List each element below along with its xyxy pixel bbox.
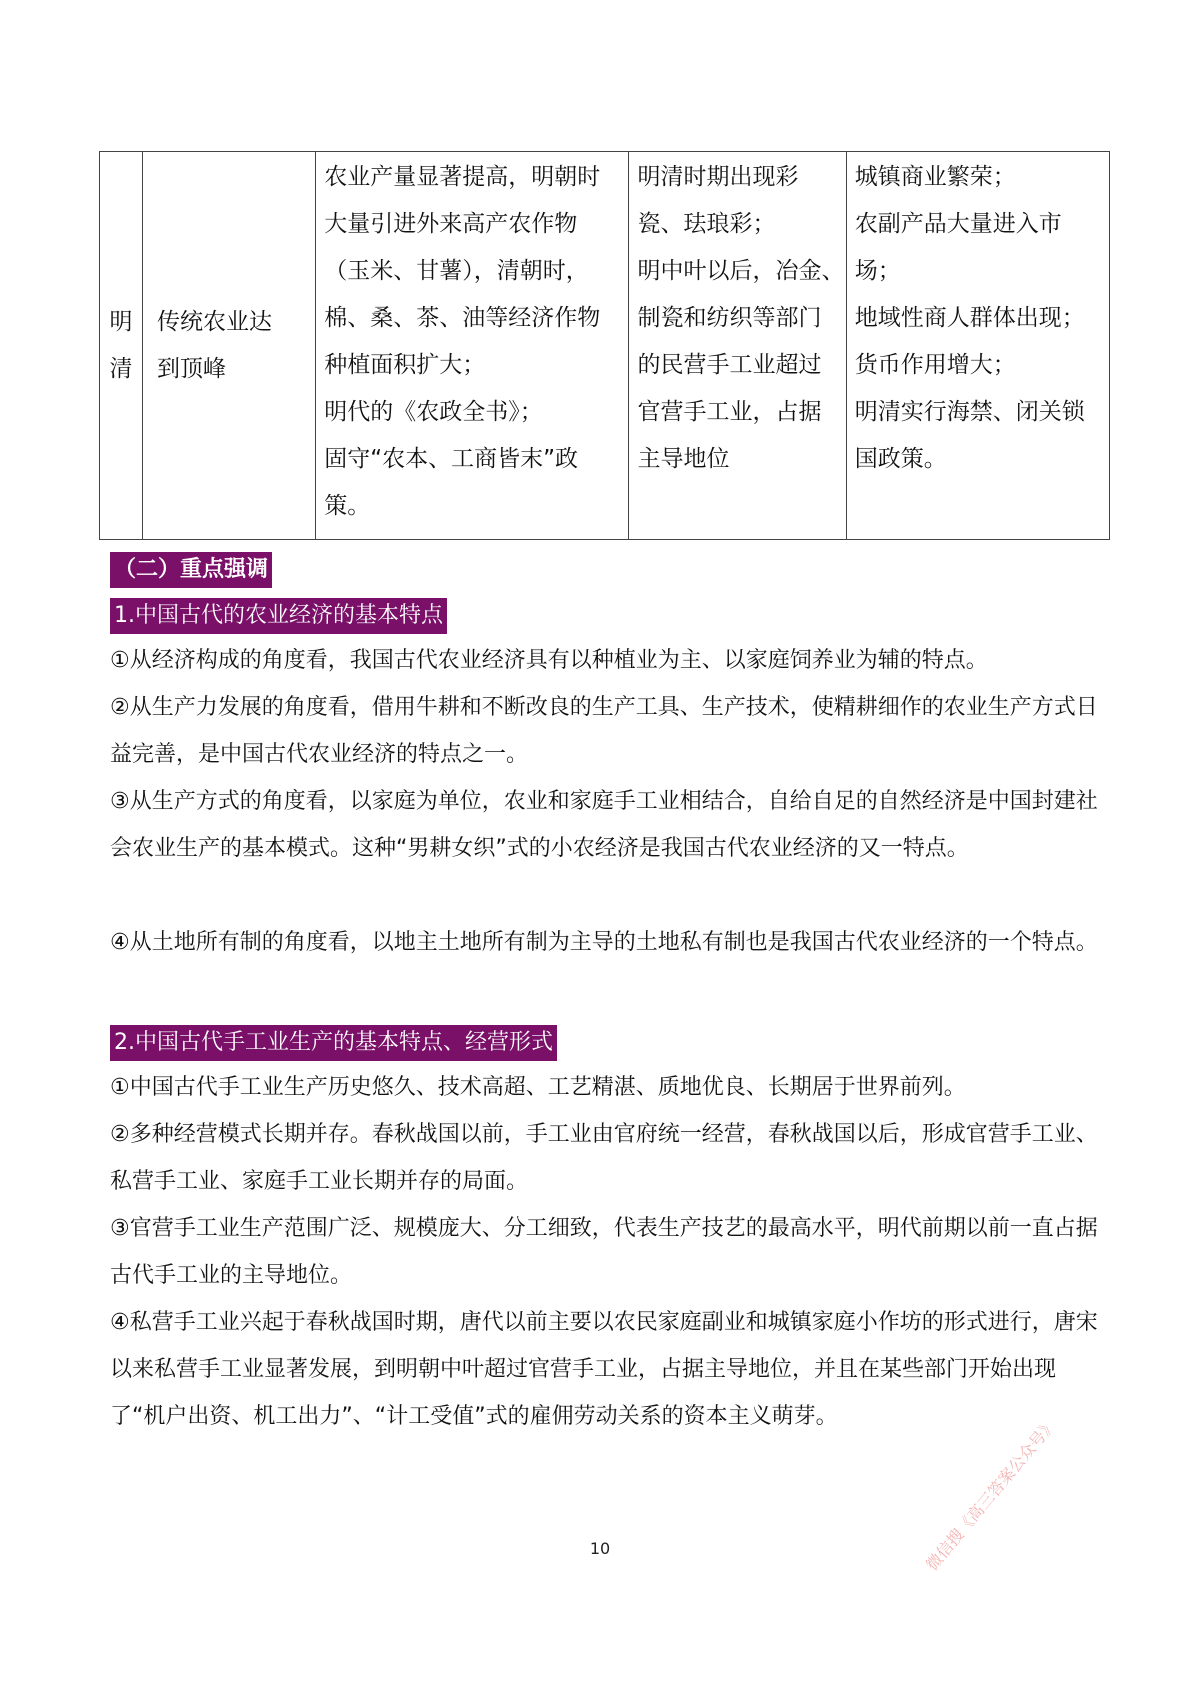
handicraft-line: 明清时期出现彩 — [637, 164, 799, 190]
point-paragraph: ①从经济构成的角度看，我国古代农业经济具有以种植业为主、以家庭饲养业为辅的特点。 — [110, 648, 988, 673]
section-label: （二）重点强调 — [110, 552, 272, 588]
point-paragraph: ③官营手工业生产范围广泛、规模庞大、分工细致，代表生产技艺的最高水平，明代前期以前一直占据古代手工业的主导地位。 — [110, 1216, 1098, 1288]
agriculture-line: 固守“农本、工商皆末”政 — [324, 446, 579, 472]
point-paragraph: ④从土地所有制的角度看，以地主土地所有制为主导的土地私有制也是我国古代农业经济的一个特点。 — [110, 930, 1098, 955]
page-number: 10 — [589, 1539, 611, 1558]
era-cell — [100, 152, 143, 540]
heading-agriculture: 1.中国古代的农业经济的基本特点 — [110, 598, 447, 634]
handicraft-line: 明中叶以后，冶金、 — [637, 258, 845, 284]
handicraft-cell — [629, 152, 846, 540]
handicraft-line: 官营手工业，占据 — [637, 399, 822, 425]
agriculture-line: 农业产量显著提高，明朝时 — [324, 164, 601, 190]
handicraft-line: 的民营手工业超过 — [637, 352, 822, 378]
description-line: 传统农业达 — [157, 308, 273, 335]
commerce-line: 货币作用增大； — [854, 352, 1016, 378]
commerce-line: 场； — [854, 258, 901, 284]
agriculture-line: 策。 — [324, 493, 371, 519]
commerce-line: 地域性商人群体出现； — [854, 305, 1085, 331]
commerce-line: 城镇商业繁荣； — [854, 164, 1016, 190]
point-paragraph: ②从生产力发展的角度看，借用牛耕和不断改良的生产工具、生产技术，使精耕细作的农业生产方式日益完善，是中国古代农业经济的特点之一。 — [110, 695, 1098, 767]
agriculture-line: （玉米、甘薯），清朝时， — [324, 258, 589, 284]
handicraft-line: 制瓷和纺织等部门 — [637, 305, 822, 331]
table-row — [100, 152, 1110, 540]
agriculture-line: 明代的《农政全书》； — [324, 399, 543, 425]
commerce-line: 农副产品大量进入市 — [854, 211, 1062, 237]
era-table — [99, 151, 1110, 540]
point-paragraph: ①中国古代手工业生产历史悠久、技术高超、工艺精湛、质地优良、长期居于世界前列。 — [110, 1075, 966, 1100]
agriculture-cell — [316, 152, 629, 540]
point-paragraph: ③从生产方式的角度看，以家庭为单位，农业和家庭手工业相结合，自给自足的自然经济是中国封建社会农业生产的基本模式。这种“男耕女织”式的小农经济是我国古代农业经济的又一特点。 — [110, 789, 1098, 861]
point-paragraph: ④私营手工业兴起于春秋战国时期，唐代以前主要以农民家庭副业和城镇家庭小作坊的形式进行，唐宋以来私营手工业显著发展，到明朝中叶超过官营手工业，占据主导地位，并且在某些部门开始出现了“机户出资、机工出力”、“计工受值”式的雇佣劳动关系的资本主义萌芽。 — [110, 1310, 1098, 1429]
point-paragraph: ②多种经营模式长期并存。春秋战国以前，手工业由官府统一经营，春秋战国以后，形成官营手工业、私营手工业、家庭手工业长期并存的局面。 — [110, 1122, 1098, 1194]
handicraft-line: 瓷、珐琅彩； — [637, 211, 776, 237]
era-char: 清 — [109, 355, 133, 382]
commerce-line: 明清实行海禁、闭关锁 — [854, 399, 1085, 425]
agriculture-line: 种植面积扩大； — [324, 352, 486, 378]
handicraft-line: 主导地位 — [637, 446, 730, 472]
watermark: 微信搜《高三答案公众号》 — [922, 1414, 1061, 1575]
agriculture-line: 棉、桑、茶、油等经济作物 — [324, 305, 601, 331]
description-line: 到顶峰 — [157, 355, 227, 382]
commerce-line: 国政策。 — [854, 446, 947, 472]
commerce-cell — [846, 152, 1109, 540]
description-cell — [143, 152, 316, 540]
agriculture-line: 大量引进外来高产农作物 — [324, 211, 578, 237]
heading-handicraft: 2.中国古代手工业生产的基本特点、经营形式 — [110, 1025, 557, 1061]
era-char: 明 — [109, 308, 133, 335]
